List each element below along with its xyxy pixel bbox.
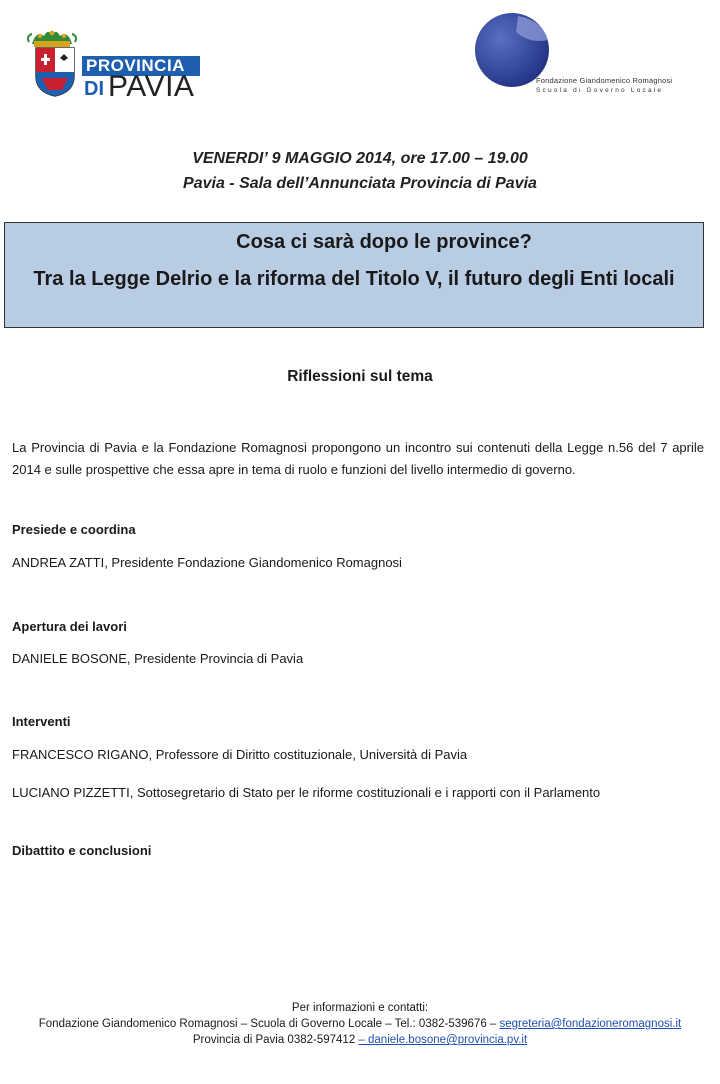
title-box	[4, 222, 704, 328]
footer-email-link-1[interactable]: segreteria@fondazioneromagnosi.it	[499, 1018, 682, 1030]
interventi-heading: Interventi	[12, 714, 71, 729]
section-subtitle: Riflessioni sul tema	[287, 368, 433, 385]
coat-of-arms-icon	[34, 46, 76, 98]
footer-fondazione-text: Fondazione Giandomenico Romagnosi – Scuola di Governo Locale – Tel.: 0382-539676 –	[38, 1018, 500, 1030]
apertura-text: DANIELE BOSONE, Presidente Provincia di Pavia	[12, 651, 304, 666]
presiede-text: ANDREA ZATTI, Presidente Fondazione Giandomenico Romagnosi	[12, 555, 402, 570]
interventi-item-2: LUCIANO PIZZETTI, Sottosegretario di Stato per le riforme costituzionali e i rapporti con il Parlamento	[12, 785, 601, 800]
romagnosi-name: Fondazione Giandomenico Romagnosi	[536, 76, 673, 85]
footer-line-2	[0, 1016, 720, 1032]
crown-icon	[26, 26, 78, 48]
provincia-pavia-logo	[26, 26, 195, 106]
dibattito-heading: Dibattito e conclusioni	[12, 843, 152, 858]
provincia-di: DI	[84, 78, 104, 100]
apertura-heading: Apertura dei lavori	[12, 619, 127, 634]
title-line-2: Tra la Legge Delrio e la riforma del Titolo V, il futuro degli Enti locali	[33, 268, 675, 290]
provincia-banner: PROVINCIA	[82, 56, 200, 76]
footer-contacts	[0, 1000, 720, 1048]
presiede-heading: Presiede e coordina	[12, 522, 136, 537]
romagnosi-logo	[470, 10, 710, 100]
intro-paragraph: La Provincia di Pavia e la Fondazione Romagnosi propongono un incontro sui contenuti della Legge n.56 del 7 aprile 2014 e sulle prospettive che essa apre in tema di ruolo e funzioni del livello intermedio di governo.	[12, 440, 704, 477]
event-place: Pavia - Sala dell’Annunciata Provincia di Pavia	[183, 175, 537, 192]
interventi-item-1: FRANCESCO RIGANO, Professore di Diritto costituzionale, Università di Pavia	[12, 747, 468, 762]
event-date: VENERDI’ 9 MAGGIO 2014, ore 17.00 – 19.00	[192, 150, 528, 167]
romagnosi-subtitle: Scuola di Governo Locale	[536, 87, 664, 94]
footer-title: Per informazioni e contatti:	[291, 1002, 429, 1014]
provincia-pavia-text: PAVIA	[108, 70, 195, 103]
title-line-1: Cosa ci sarà dopo le province?	[236, 231, 532, 253]
footer-provincia-text: Provincia di Pavia 0382-597412	[192, 1034, 359, 1046]
footer-email-link-2[interactable]: – daniele.bosone@provincia.pv.it	[358, 1034, 528, 1046]
footer-line-3	[0, 1032, 720, 1048]
